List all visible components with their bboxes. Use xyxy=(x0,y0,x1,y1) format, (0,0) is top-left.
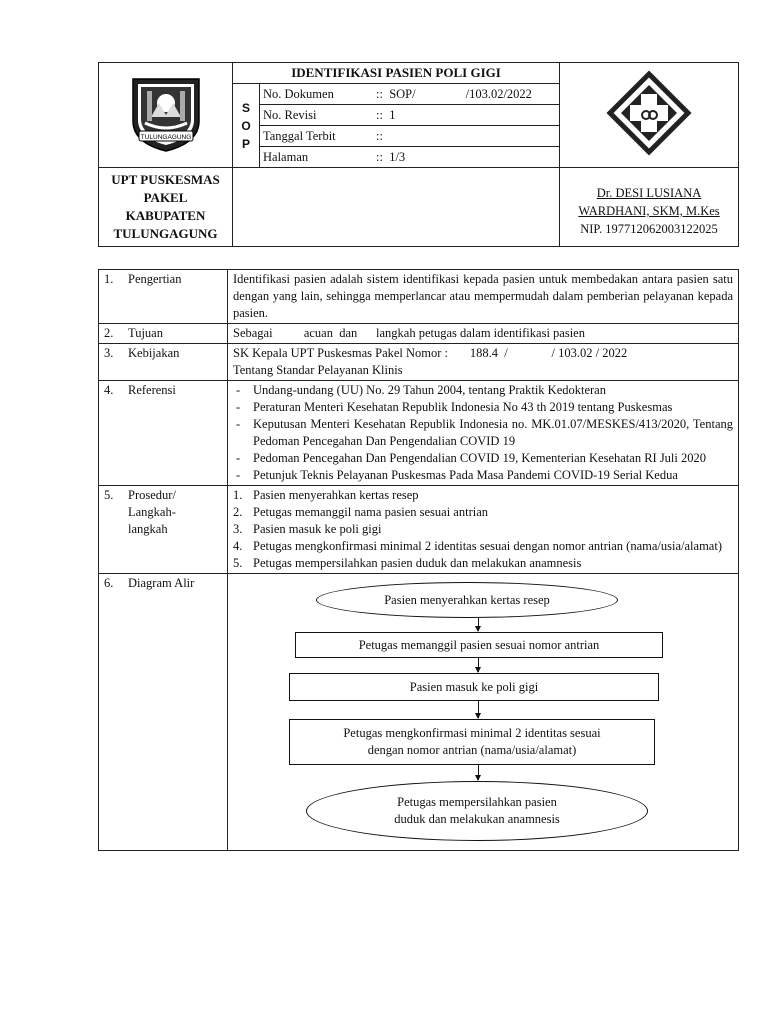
section-number: 4. xyxy=(104,383,114,397)
section-label-cell xyxy=(99,270,228,324)
flowchart-cell xyxy=(228,574,739,851)
section-label-cell xyxy=(99,574,228,851)
step-number: 1. xyxy=(233,488,243,502)
sop-content-table xyxy=(98,269,739,851)
signature-block xyxy=(560,168,739,247)
sop-header-table xyxy=(98,62,739,247)
document-title: IDENTIFIKASI PASIEN POLI GIGI xyxy=(233,63,560,84)
puskesmas-logo-icon xyxy=(606,70,692,156)
tujuan-text: Sebagai acuan dan langkah petugas dalam identifikasi pasien xyxy=(228,324,739,344)
section-label-cell xyxy=(99,324,228,344)
referensi-item: - Petunjuk Teknis Pelayanan Puskesmas Pada Masa Pandemi COVID-19 Serial Kedua xyxy=(233,467,733,484)
tulungagung-emblem-icon xyxy=(127,73,205,153)
step-number: 2. xyxy=(233,505,243,519)
step-item xyxy=(233,521,733,538)
label-line: Prosedur/ xyxy=(128,488,176,502)
step-text: Pasien masuk ke poli gigi xyxy=(253,522,382,536)
org-line: KABUPATEN xyxy=(125,208,206,223)
referensi-item: - Pedoman Pencegahan Dan Pengendalian COVID 19, Kementerian Kesehatan RI Juli 2020 xyxy=(233,450,733,467)
signer-nip: NIP. 197712062003122025 xyxy=(580,222,718,236)
meta-label: Tanggal Terbit xyxy=(263,129,336,143)
flow-arrow xyxy=(478,765,479,780)
section-number: 2. xyxy=(104,326,114,340)
prosedur-steps xyxy=(233,487,733,572)
section-label xyxy=(128,487,176,538)
step-text: Petugas mempersilahkan pasien duduk dan melakukan anamnesis xyxy=(253,556,582,570)
section-diagram-alir xyxy=(99,574,739,851)
section-label: Kebijakan xyxy=(128,346,180,360)
section-label: Diagram Alir xyxy=(128,576,195,590)
referensi-list-cell xyxy=(228,381,739,486)
flowchart xyxy=(228,574,738,850)
flow-arrow xyxy=(478,658,479,672)
section-label-cell xyxy=(99,381,228,486)
flow-node-line: Petugas mengkonfirmasi minimal 2 identitas sesuai xyxy=(343,726,601,740)
empty-cell xyxy=(233,168,560,247)
section-label: Referensi xyxy=(128,383,176,397)
step-item xyxy=(233,555,733,572)
flow-node-line: dengan nomor antrian (nama/usia/alamat) xyxy=(367,743,577,757)
step-item xyxy=(233,504,733,521)
pengertian-text: Identifikasi pasien adalah sistem identifikasi kepada pasien untuk membedakan antara pasien satu dengan yang lain, sehingga memperlancar atau mempermudah dalam pemberian pelayanan kepada pasien. xyxy=(228,270,739,324)
section-label-cell xyxy=(99,486,228,574)
flow-node-start: Pasien menyerahkan kertas resep xyxy=(316,582,618,618)
meta-value: :: 1 xyxy=(376,108,396,122)
signer-name-line2: WARDHANI, SKM, M.Kes xyxy=(578,204,720,218)
flow-node-line: duduk dan melakukan anamnesis xyxy=(394,812,560,826)
step-text: Petugas mengkonfirmasi minimal 2 identitas sesuai dengan nomor antrian (nama/usia/alamat) xyxy=(253,539,722,553)
meta-value: :: 1/3 xyxy=(376,150,406,164)
section-number: 6. xyxy=(104,576,114,590)
sop-letter: S xyxy=(241,100,250,115)
step-number: 5. xyxy=(233,556,243,570)
kebijakan-text xyxy=(228,344,739,381)
sop-letter: P xyxy=(241,136,250,151)
step-text: Petugas memanggil nama pasien sesuai antrian xyxy=(253,505,489,519)
section-label: Pengertian xyxy=(128,272,182,286)
regency-logo-cell xyxy=(99,63,233,168)
meta-row-no-dokumen xyxy=(260,84,560,105)
flow-node-call: Petugas memanggil pasien sesuai nomor antrian xyxy=(295,632,663,658)
step-item xyxy=(233,487,733,504)
section-pengertian xyxy=(99,270,739,324)
meta-value: :: xyxy=(376,129,383,143)
step-number: 4. xyxy=(233,539,243,553)
meta-row-tanggal-terbit xyxy=(260,126,560,147)
referensi-item: - Peraturan Menteri Kesehatan Republik Indonesia No 43 th 2019 tentang Puskesmas xyxy=(233,399,733,416)
flow-arrow xyxy=(478,701,479,718)
flow-arrow xyxy=(478,618,479,631)
section-referensi xyxy=(99,381,739,486)
meta-row-no-revisi xyxy=(260,105,560,126)
meta-row-halaman xyxy=(260,147,560,168)
org-line: PAKEL xyxy=(143,190,188,205)
org-line: TULUNGAGUNG xyxy=(113,226,218,241)
referensi-item: - Keputusan Menteri Kesehatan Republik Indonesia no. MK.01.07/MESKES/413/2020, Tentang Pedoman Pencegahan Dan Pengendalian COVID 19 xyxy=(233,416,733,450)
section-number: 1. xyxy=(104,272,114,286)
step-number: 3. xyxy=(233,522,243,536)
section-label-cell xyxy=(99,344,228,381)
section-kebijakan xyxy=(99,344,739,381)
section-number: 5. xyxy=(104,488,114,502)
section-tujuan xyxy=(99,324,739,344)
organization-name xyxy=(99,168,233,247)
section-number: 3. xyxy=(104,346,114,360)
puskesmas-logo-cell xyxy=(560,63,739,168)
flow-node-enter: Pasien masuk ke poli gigi xyxy=(289,673,659,701)
emblem-banner-text: TULUNGAGUNG xyxy=(140,134,191,141)
section-label: Tujuan xyxy=(128,326,163,340)
flow-node-confirm xyxy=(289,719,655,765)
step-item xyxy=(233,538,733,555)
label-line: langkah xyxy=(128,522,168,536)
signer-name-line1: Dr. DESI LUSIANA xyxy=(596,186,702,200)
flow-node-line: Petugas mempersilahkan pasien xyxy=(397,795,557,809)
meta-label: Halaman xyxy=(263,150,309,164)
referensi-item: - Undang-undang (UU) No. 29 Tahun 2004, tentang Praktik Kedokteran xyxy=(233,382,733,399)
kebijakan-line1: SK Kepala UPT Puskesmas Pakel Nomor : 188.4 / / 103.02 / 2022 xyxy=(233,346,628,360)
meta-label: No. Dokumen xyxy=(263,87,334,101)
org-line: UPT PUSKESMAS xyxy=(111,172,220,187)
step-text: Pasien menyerahkan kertas resep xyxy=(253,488,419,502)
kebijakan-line2: Tentang Standar Pelayanan Klinis xyxy=(233,363,403,377)
meta-value: :: SOP/ /103.02/2022 xyxy=(376,87,532,101)
sop-letter: O xyxy=(241,118,251,133)
meta-label: No. Revisi xyxy=(263,108,317,122)
label-line: Langkah- xyxy=(128,505,176,519)
section-prosedur xyxy=(99,486,739,574)
referensi-list xyxy=(233,382,733,484)
prosedur-steps-cell xyxy=(228,486,739,574)
sop-vertical-label xyxy=(233,84,260,168)
flow-node-end xyxy=(306,781,648,841)
